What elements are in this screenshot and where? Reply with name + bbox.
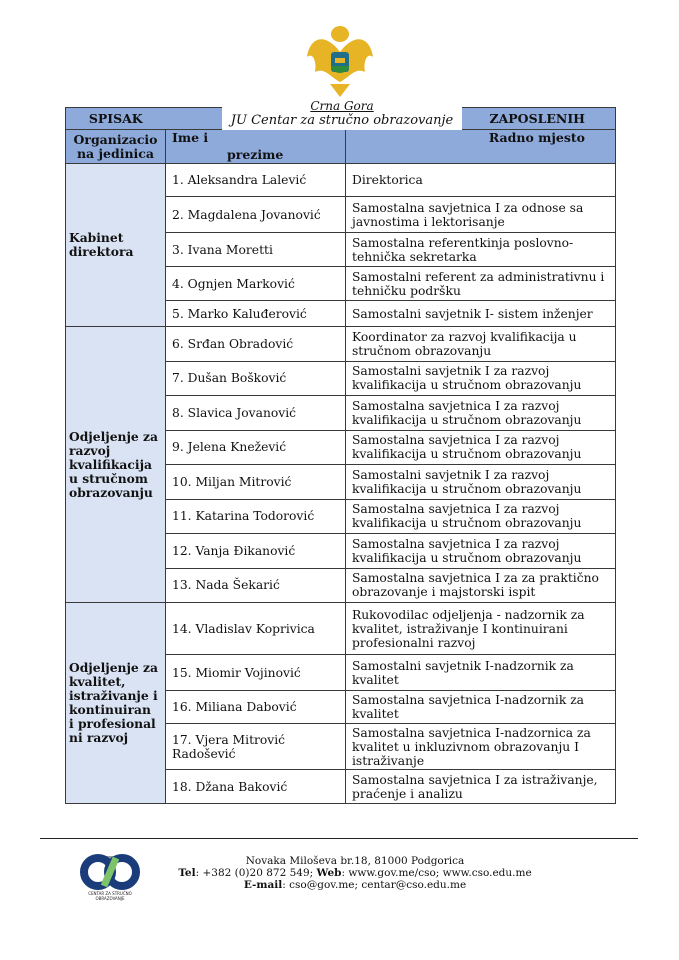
address: Novaka Miloševa br.18, 81000 Podgorica (245, 855, 465, 867)
col-name-header (166, 130, 346, 164)
tel-label: Tel (178, 867, 196, 879)
employee-name: 14. Vladislav Koprivica (166, 603, 346, 655)
table-row (66, 164, 616, 197)
employee-role: Samostalni savjetnik I- sistem inženjer (346, 301, 616, 327)
web-label: Web (316, 867, 342, 879)
employee-role: Samostalni savjetnik I-nadzornik za kvalitet (346, 655, 616, 691)
employee-name: 5. Marko Kaluđerović (166, 301, 346, 327)
employee-name: 15. Miomir Vojinović (166, 655, 346, 691)
employee-name: 10. Miljan Mitrović (166, 465, 346, 500)
svg-text:OBRAZOVANJE: OBRAZOVANJE (95, 896, 125, 901)
col-name-line1: Ime i (172, 130, 209, 145)
employee-role: Samostalna savjetnica I za razvoj kvalifikacija u stručnom obrazovanju (346, 534, 616, 569)
tel: : +382 (0)20 872 549; (195, 867, 317, 879)
svg-text:CENTAR ZA STRUČNO: CENTAR ZA STRUČNO (88, 891, 132, 896)
employee-name: 11. Katarina Todorović (166, 499, 346, 534)
employee-role: Rukovodilac odjeljenja - nadzornik za kvalitet, istraživanje I kontinuirani profesionalni razvoj (346, 603, 616, 655)
org-unit: Odjeljenje za razvoj kvalifikacija u stručnom obrazovanju (66, 327, 166, 603)
employee-role: Samostalna savjetnica I za za praktično obrazovanje i majstorski ispit (346, 568, 616, 603)
employee-name: 6. Srđan Obradović (166, 327, 346, 362)
employee-role: Samostalna savjetnica I za razvoj kvalifikacija u stručnom obrazovanju (346, 396, 616, 431)
footer-contact (130, 855, 580, 891)
employee-name: 13. Nada Šekarić (166, 568, 346, 603)
web-links[interactable]: : www.gov.me/cso; www.cso.edu.me (341, 867, 532, 879)
table-row (66, 327, 616, 362)
employee-role: Samostalna referentkinja poslovno-tehnička sekretarka (346, 233, 616, 267)
brand-line2: JU Centar za stručno obrazovanje (230, 113, 454, 128)
employee-name: 12. Vanja Đikanović (166, 534, 346, 569)
org-unit: Kabinet direktora (66, 164, 166, 327)
email-label: E-mail (243, 879, 283, 891)
employee-name: 1. Aleksandra Lalević (166, 164, 346, 197)
employee-table (65, 107, 616, 804)
footer-divider (40, 838, 638, 839)
employee-role: Samostalna savjetnica I-nadzornik za kvalitet (346, 691, 616, 724)
employee-name: 17. Vjera Mitrović Radošević (166, 724, 346, 770)
brand-line1: Crna Gora (310, 99, 374, 113)
employee-name: 3. Ivana Moretti (166, 233, 346, 267)
email-links[interactable]: : cso@gov.me; centar@cso.edu.me (282, 879, 467, 891)
employee-role: Direktorica (346, 164, 616, 197)
employee-name: 2. Magdalena Jovanović (166, 197, 346, 233)
employee-name: 8. Slavica Jovanović (166, 396, 346, 431)
employee-name: 4. Ognjen Marković (166, 267, 346, 301)
col-name-line2: prezime (227, 147, 284, 162)
employee-role: Koordinator za razvoj kvalifikacija u stručnom obrazovanju (346, 327, 616, 362)
col-org-header: Organizacio na jedinica (66, 130, 166, 164)
coat-of-arms-icon (305, 22, 375, 102)
table-row (66, 603, 616, 655)
employee-role: Samostalna savjetnica I za razvoj kvalifikacija u stručnom obrazovanju (346, 499, 616, 534)
title-left: SPISAK (66, 108, 166, 130)
employee-role: Samostalna savjetnica I za razvoj kvalifikacija u stručnom obrazovanju (346, 430, 616, 465)
employee-role: Samostalni savjetnik I za razvoj kvalifikacija u stručnom obrazovanju (346, 465, 616, 500)
org-unit: Odjeljenje za kvalitet, istraživanje i kontinuiran i profesional ni razvoj (66, 603, 166, 804)
employee-name: 9. Jelena Knežević (166, 430, 346, 465)
employee-role: Samostalna savjetnica I za odnose sa javnostima i lektorisanje (346, 197, 616, 233)
col-role-header: Radno mjesto (346, 130, 616, 164)
employee-role: Samostalna savjetnica I za istraživanje, praćenje i analizu (346, 770, 616, 804)
employee-name: 18. Džana Baković (166, 770, 346, 804)
employee-role: Samostalna savjetnica I-nadzornica za kvalitet u inkluzivnom obrazovanju I istraživanje (346, 724, 616, 770)
employee-name: 16. Miliana Dabović (166, 691, 346, 724)
employee-role: Samostalni referent za administrativnu i tehničku podršku (346, 267, 616, 301)
title-right: ZAPOSLENIH (346, 108, 616, 130)
institution-banner (222, 100, 462, 130)
employee-name: 7. Dušan Bošković (166, 361, 346, 396)
employee-role: Samostalni savjetnik I za razvoj kvalifikacija u stručnom obrazovanju (346, 361, 616, 396)
